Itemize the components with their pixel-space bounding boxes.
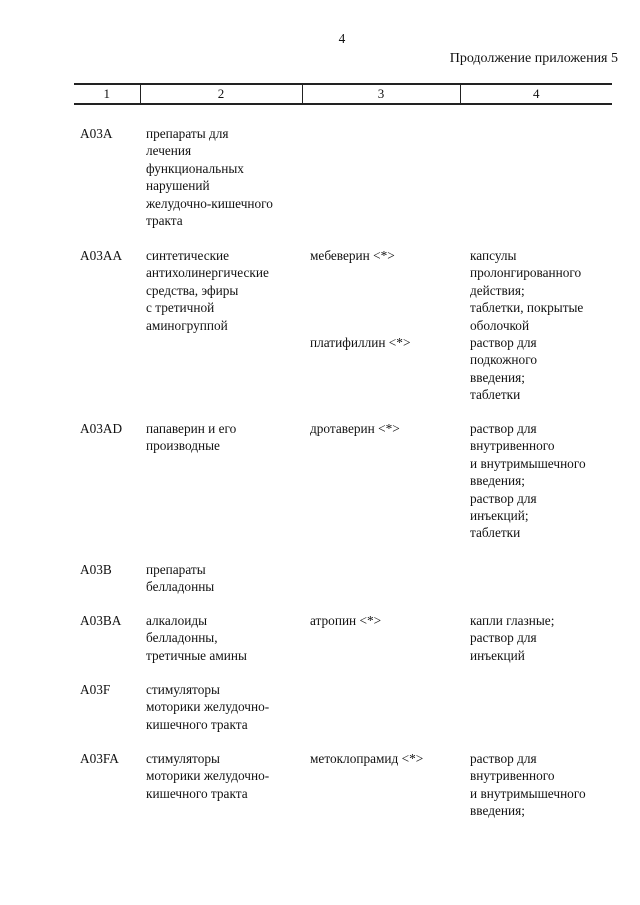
- atc-code: A03A: [80, 126, 113, 141]
- column-header-table: [74, 83, 612, 105]
- atc-code: A03B: [80, 562, 112, 577]
- anatomical-group-line: алкалоиды: [146, 613, 208, 628]
- column-header-1: 1: [74, 84, 140, 104]
- dosage-forms-line: раствор для: [470, 630, 537, 646]
- dosage-forms-line: подкожного: [470, 352, 537, 368]
- anatomical-group-line: стимуляторы: [146, 751, 220, 766]
- anatomical-group-line: аминогруппой: [146, 317, 228, 333]
- dosage-forms: [470, 247, 583, 334]
- column-header-4: 4: [460, 84, 612, 104]
- anatomical-group-line: производные: [146, 438, 220, 454]
- dosage-forms-line: инъекций: [470, 647, 525, 663]
- anatomical-group-line: моторики желудочно-: [146, 768, 270, 784]
- dosage-forms-line: таблетки, покрытые: [470, 300, 584, 316]
- dosage-forms-line: действия;: [470, 282, 525, 298]
- dosage-forms-line: капли глазные;: [470, 613, 555, 628]
- anatomical-group-line: стимуляторы: [146, 682, 220, 697]
- column-header-3: 3: [302, 84, 460, 104]
- dosage-forms: [470, 420, 586, 542]
- atc-code: A03AD: [80, 421, 123, 436]
- anatomical-group-line: препараты: [146, 562, 206, 577]
- continuation-title: Продолжение приложения 5: [449, 51, 618, 66]
- anatomical-group: [146, 561, 214, 596]
- dosage-forms-line: пролонгированного: [470, 265, 582, 281]
- atc-code: A03BA: [80, 613, 122, 628]
- dosage-forms-line: таблетки: [470, 387, 521, 403]
- anatomical-group-line: с третичной: [146, 300, 215, 316]
- anatomical-group: [146, 612, 247, 664]
- atc-code: A03FA: [80, 751, 119, 766]
- anatomical-group-line: средства, эфиры: [146, 282, 239, 298]
- anatomical-group-line: нарушений: [146, 178, 210, 194]
- anatomical-group: [146, 247, 269, 334]
- drug-name: метоклопрамид <*>: [310, 751, 424, 766]
- drug-name: мебеверин <*>: [310, 248, 395, 263]
- atc-code: A03F: [80, 682, 111, 697]
- dosage-forms-line: внутривенного: [470, 438, 555, 454]
- drug-name: дротаверин <*>: [310, 421, 400, 436]
- page-number: 4: [338, 31, 346, 46]
- dosage-forms-line: раствор для: [470, 490, 537, 506]
- anatomical-group-line: папаверин и его: [146, 421, 237, 436]
- dosage-forms-line: инъекций;: [470, 508, 529, 524]
- anatomical-group: [146, 750, 269, 802]
- anatomical-group-line: кишечного тракта: [146, 785, 248, 801]
- column-header-2: 2: [140, 84, 302, 104]
- anatomical-group-line: синтетические: [146, 248, 230, 263]
- dosage-forms-line: введения;: [470, 473, 525, 489]
- anatomical-group-line: тракта: [146, 213, 183, 229]
- dosage-forms-line: таблетки: [470, 525, 521, 541]
- dosage-forms-line: и внутримышечного: [470, 785, 586, 801]
- anatomical-group-line: белладонны: [146, 579, 215, 595]
- anatomical-group-line: лечения: [146, 143, 192, 159]
- dosage-forms-line: оболочкой: [470, 317, 530, 333]
- anatomical-group-line: антихолинергические: [146, 265, 269, 281]
- dosage-forms-line: раствор для: [470, 335, 537, 350]
- anatomical-group-line: кишечного тракта: [146, 716, 248, 732]
- dosage-forms-line: и внутримышечного: [470, 455, 586, 471]
- atc-code: A03AA: [80, 248, 123, 263]
- dosage-forms-line: капсулы: [470, 248, 517, 263]
- anatomical-group-line: препараты для: [146, 126, 229, 141]
- anatomical-group: [146, 420, 236, 455]
- anatomical-group-line: третичные амины: [146, 647, 247, 663]
- anatomical-group-line: желудочно-кишечного: [146, 195, 273, 211]
- dosage-forms-line: внутривенного: [470, 768, 555, 784]
- dosage-forms-line: раствор для: [470, 421, 537, 436]
- dosage-forms-line: введения;: [470, 369, 525, 385]
- anatomical-group: [146, 681, 269, 733]
- anatomical-group: [146, 125, 273, 229]
- anatomical-group-line: функциональных: [146, 160, 244, 176]
- dosage-forms: [470, 750, 586, 820]
- dosage-forms: [470, 612, 554, 664]
- column-header-row: [74, 84, 612, 104]
- anatomical-group-line: моторики желудочно-: [146, 699, 270, 715]
- dosage-forms: [470, 334, 537, 404]
- dosage-forms-line: введения;: [470, 803, 525, 819]
- drug-name: атропин <*>: [310, 613, 382, 628]
- anatomical-group-line: белладонны,: [146, 630, 218, 646]
- drug-name: платифиллин <*>: [310, 335, 411, 350]
- dosage-forms-line: раствор для: [470, 751, 537, 766]
